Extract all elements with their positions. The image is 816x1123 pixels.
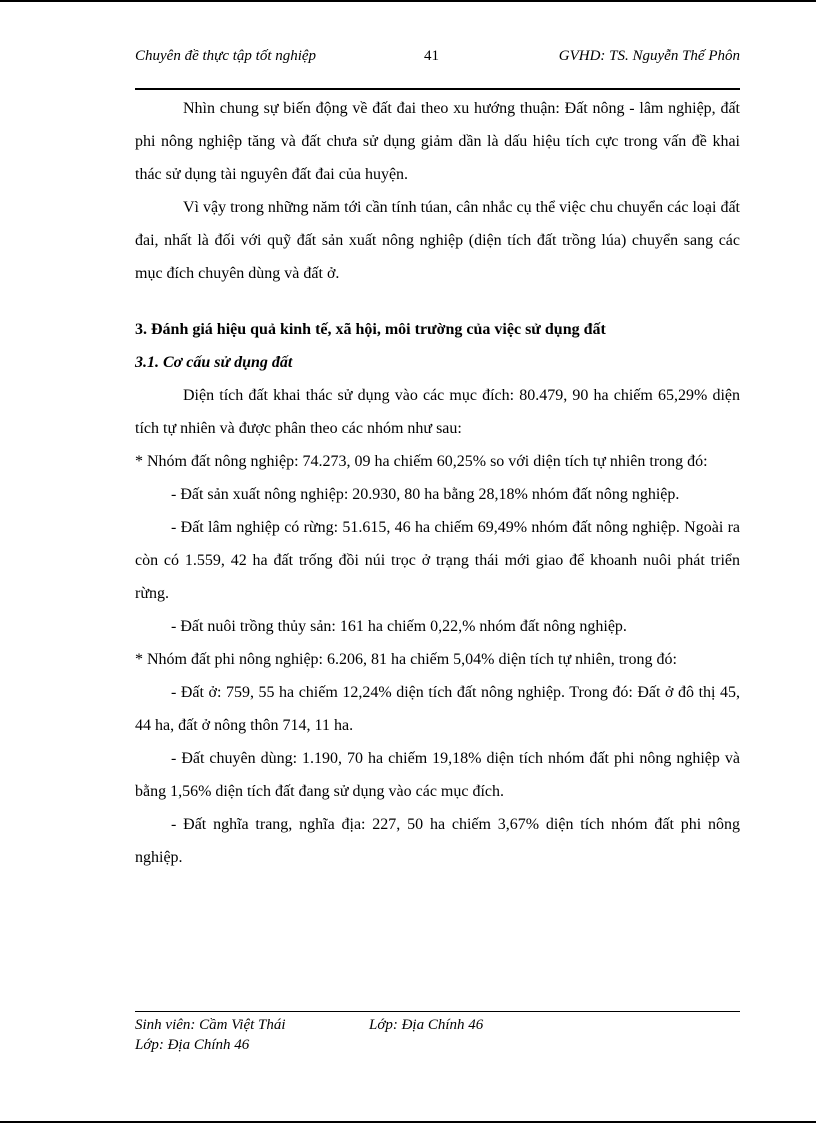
paragraph: * Nhóm đất phi nông nghiệp: 6.206, 81 ha chiếm 5,04% diện tích tự nhiên, trong đó: xyxy=(135,651,677,668)
list-item: - Đất chuyên dùng: 1.190, 70 ha chiếm 19,18% diện tích nhóm đất phi nông nghiệp và bằng 1,56% diện tích đất đang sử dụng vào các mục đích. xyxy=(135,750,740,800)
paragraph: Diện tích đất khai thác sử dụng vào các mục đích: 80.479, 90 ha chiếm 65,29% diện tích tự nhiên và được phân theo các nhóm như sau: xyxy=(135,387,740,437)
header-title: Chuyên đề thực tập tốt nghiệp xyxy=(135,48,317,64)
list-item: - Đất ở: 759, 55 ha chiếm 12,24% diện tích đất nông nghiệp. Trong đó: Đất ở đô thị 45, 44 ha, đất ở nông thôn 714, 11 ha. xyxy=(135,684,740,734)
paragraph: * Nhóm đất nông nghiệp: 74.273, 09 ha chiếm 60,25% so với diện tích tự nhiên trong đó: xyxy=(135,453,708,470)
paragraph: Vì vậy trong những năm tới cần tính túan, cân nhắc cụ thể việc chu chuyển các loại đất đai, nhất là đối với quỹ đất sản xuất nông nghiệp (diện tích đất trồng lúa) chuyển sang các mục đích chuyên dùng và đất ở. xyxy=(135,199,740,282)
page-number: 41 xyxy=(424,48,439,64)
list-item: - Đất nuôi trồng thủy sản: 161 ha chiếm 0,22,% nhóm đất nông nghiệp. xyxy=(171,618,627,635)
page-header xyxy=(135,48,740,70)
footer-class: Lớp: Địa Chính 46 xyxy=(369,1017,484,1033)
subsection-heading: 3.1. Cơ cấu sử dụng đất xyxy=(135,354,293,371)
footer-class-repeat: Lớp: Địa Chính 46 xyxy=(135,1037,250,1053)
list-item: - Đất sản xuất nông nghiệp: 20.930, 80 ha bằng 28,18% nhóm đất nông nghiệp. xyxy=(171,486,680,503)
paragraph: Nhìn chung sự biến động về đất đai theo xu hướng thuận: Đất nông - lâm nghiệp, đất phi nông nghiệp tăng và đất chưa sử dụng giảm dần là dấu hiệu tích cực trong vấn đề khai thác sử dụng tài nguyên đất đai của huyện. xyxy=(135,100,740,183)
header-supervisor: GVHD: TS. Nguyễn Thế Phôn xyxy=(558,48,740,64)
list-item: - Đất nghĩa trang, nghĩa địa: 227, 50 ha chiếm 3,67% diện tích nhóm đất phi nông nghiệp. xyxy=(135,816,740,866)
footer-rule xyxy=(135,1011,740,1012)
document-body xyxy=(135,92,740,874)
header-rule xyxy=(135,88,740,90)
footer-student: Sinh viên: Cầm Việt Thái xyxy=(135,1017,286,1033)
section-heading: 3. Đánh giá hiệu quả kinh tế, xã hội, môi trường của việc sử dụng đất xyxy=(135,321,606,338)
list-item: - Đất lâm nghiệp có rừng: 51.615, 46 ha chiếm 69,49% nhóm đất nông nghiệp. Ngoài ra còn có 1.559, 42 ha đất trống đồi núi trọc ở trạng thái mới giao để khoanh nuôi phát triển rừng. xyxy=(135,519,740,602)
page-top-border xyxy=(0,0,816,2)
